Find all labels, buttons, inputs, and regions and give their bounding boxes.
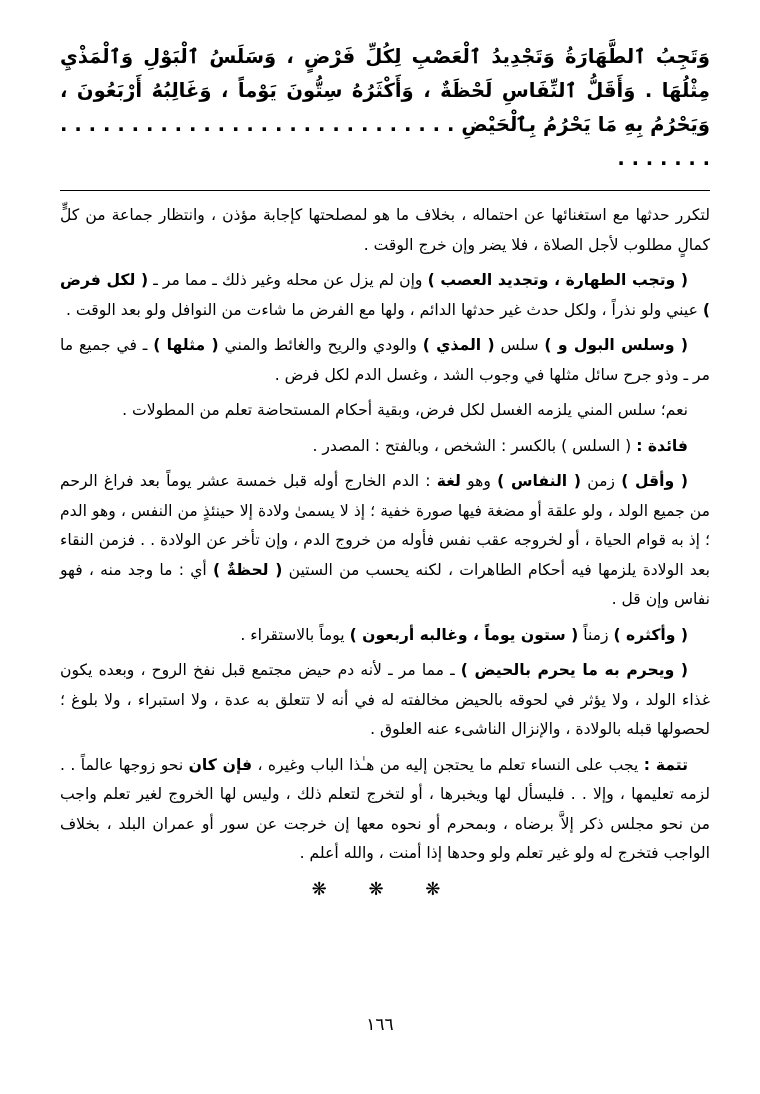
matn-line-1: وَتَجِبُ ٱلطَّهَارَةُ وَتَجْدِيدُ ٱلْعَصْبِ لِكُلِّ فَرْضٍ ، وَسَلَسُ ٱلْبَوْلِ وَٱلْمَذْيِ مِثْلُهَا . (60, 45, 710, 102)
matn-dots: . . . . . . . . . . . . . . . . . . . . . . . . . . . . . . . . . . . (60, 113, 710, 170)
divider-line (60, 190, 710, 191)
paragraph-7: ( وأكثره ) زمناً ( ستون يوماً ، وغالبه أربعون ) يوماً بالاستقراء . (240, 625, 688, 644)
paragraph-4: نعم؛ سلس المني يلزمه الغسل لكل فرض، وبقية أحكام المستحاضة تعلم من المطولات . (122, 401, 688, 419)
page-body (60, 40, 710, 900)
paragraph-8: ( ويحرم به ما يحرم بالحيض ) ـ مما مر ـ لأنه دم حيض مجتمع قبل نفخ الروح ، وبعده يكون غذاء الولد ، ولا يؤثر في لحوقه بالحيض مخالفته له في أنه لا تتعلق به عدة ، ولا استبراء ، ولا بلوغ ؛ لحصولها قبله بالولادة ، والإنزال الناشىء عنه العلوق . (60, 661, 710, 738)
paragraph-1: لتكرر حدثها مع استغنائها عن احتماله ، بخلاف ما هو لمصلحتها كإجابة مؤذن ، وانتظار جماعة من كلٍّ كمالٍ مطلوب لأجل الصلاة ، فلا يضر وإن خرج الوقت . (60, 206, 710, 254)
paragraph-6: ( وأقل ) زمن ( النفاس ) وهو لغة : الدم الخارج أوله قبل خمسة عشر يوماً بعد فراغ الرحم من جميع الولد ، ولو علقة أو مضغة فيها صورة خفية ؛ إذ لا يسمىٰ ولادة إلا حينئذٍ من النفس ، وهو الدم ؛ إذ به قوام الحياة ، أو لخروجه عقب نفس فأوله من خروج الدم ، وإن تأخر عن الولادة . . فزمن النقاء بعد الولادة يلزمها فيه أحكام الطاهرات ، لكنه يحسب من الستين ( لحظةٌ ) أي : ما وجد منه ، فهو نفاس وإن قل . (60, 472, 710, 608)
page-number: ١٦٦ (366, 1015, 394, 1035)
paragraph-2: ( وتجب الطهارة ، وتجديد العصب ) وإن لم يزل عن محله وغير ذلك ـ مما مر ـ ( لكل فرض ) عيني ولو نذراً ، ولكل حدث غير حدثها الدائم ، ولها مع الفرض ما شاءت من النوافل ولو بعد الوقت . (60, 271, 710, 319)
section-end-ornament: ❋ ❋ ❋ (311, 878, 459, 900)
matn-line-2: وَأَقَلُّ ٱلنِّفَاسِ لَحْظَةٌ ، وَأَكْثَرُهُ سِتُّونَ يَوْماً ، وَغَالِبُهُ أَرْبَعُونَ ، وَيَحْرُمُ بِهِ مَا يَحْرُمُ (60, 79, 711, 136)
matn-line-3: بِٱلْحَيْضِ (461, 113, 537, 136)
paragraph-5: فائدة : ( السلس ) بالكسر : الشخص ، وبالفتح : المصدر . (312, 436, 688, 455)
paragraph-3: ( وسلس البول و ) سلس ( المذي ) والودي والريح والغائط والمني ( مثلها ) ـ في جميع ما مر ـ وذو جرح سائل مثلها في وجوب الشد ، وغسل الدم لكل فرض . (60, 336, 710, 384)
matn-text (60, 40, 710, 176)
sharh-text (60, 201, 710, 869)
paragraph-9: تتمة : يجب على النساء تعلم ما يحتجن إليه من هـٰذا الباب وغيره ، فإن كان نحو زوجها عالماً . . لزمه تعليمها ، وإلا . . فليسأل لها ويخبرها ، أو لتخرج لتعلم ذلك ، وليس لها الخروج لغير تعلم واجب من نحو مجلس ذكر إلاَّ برضاه ، وبمحرم أو نحوه معها إن خرجت عن سور أو عمران البلد ، بخلاف الواجب فتخرج له ولو غير تعلم ولو وحدها إذا أمنت ، والله أعلم . (60, 755, 710, 862)
